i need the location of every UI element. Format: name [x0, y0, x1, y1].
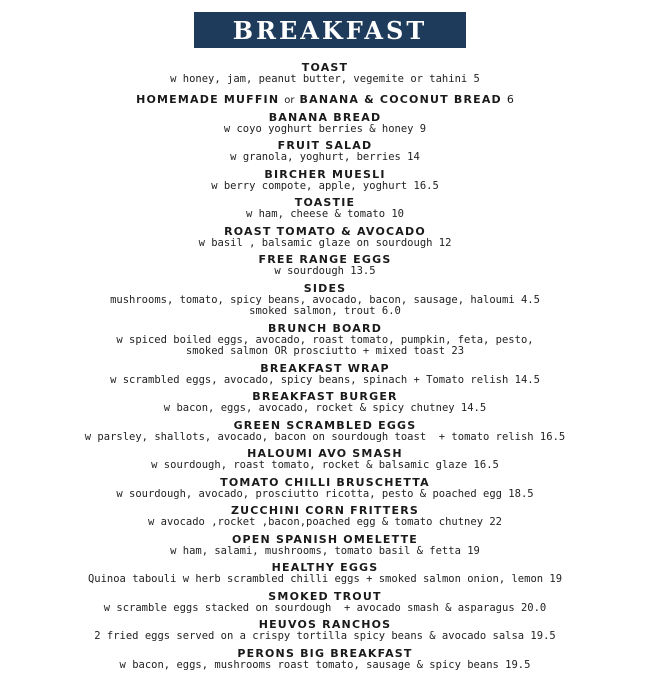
menu-item	[0, 562, 650, 586]
menu-item-description: w ham, cheese & tomato 10	[245, 208, 405, 220]
menu-item-description: w sourdough 13.5	[274, 265, 376, 277]
menu-item-title: SIDES	[303, 281, 347, 295]
menu-item-title: BREAKFAST WRAP	[260, 361, 390, 375]
menu-item-name	[0, 591, 650, 603]
menu-item-description: 2 fried eggs served on a crispy tortilla spicy beans & avocado salsa 19.5	[94, 630, 556, 642]
menu-item-title-alt: BANANA & COCONUT BREAD	[299, 92, 502, 106]
menu-item	[0, 448, 650, 472]
menu-item	[0, 169, 650, 193]
menu-item-name	[0, 477, 650, 489]
menu-item-description: w basil , balsamic glaze on sourdough 12	[198, 236, 452, 249]
menu-item	[0, 591, 650, 615]
menu-item-description: w avocado ,rocket ,bacon,poached egg & tomato chutney 22	[147, 516, 502, 528]
menu-item	[0, 323, 650, 358]
menu-item	[0, 391, 650, 415]
menu-item-title: BANANA BREAD	[268, 110, 382, 124]
menu-item-description: w scramble eggs stacked on sourdough + avocado smash & asparagus 20.0	[103, 601, 547, 614]
menu-items-list	[0, 62, 650, 671]
menu-item-title: HOMEMADE MUFFIN	[136, 92, 280, 106]
menu-item	[0, 226, 650, 250]
menu-item-title: OPEN SPANISH OMELETTE	[231, 532, 419, 546]
menu-item-description: w bacon, eggs, avocado, rocket & spicy chutney 14.5	[163, 402, 487, 414]
menu-item	[0, 140, 650, 164]
menu-item-description: w honey, jam, peanut butter, vegemite or tahini 5	[170, 73, 480, 85]
menu-item-description: w ham, salami, mushrooms, tomato basil & fetta 19	[170, 544, 480, 557]
menu-item-description: w berry compote, apple, yoghurt 16.5	[211, 179, 439, 192]
menu-item	[0, 283, 650, 318]
menu-item	[0, 420, 650, 444]
menu-item-description: w sourdough, avocado, prosciutto ricotta, pesto & poached egg 18.5	[116, 487, 534, 500]
menu-item-name	[0, 112, 650, 124]
menu-item-description: smoked salmon OR prosciutto + mixed toast 23	[185, 345, 465, 357]
menu-item-title: TOASTIE	[294, 196, 356, 209]
menu-item-name	[0, 94, 650, 107]
menu-item-name	[0, 534, 650, 546]
menu-item-name	[0, 648, 650, 660]
menu-item	[0, 62, 650, 86]
menu-item-description: Quinoa tabouli w herb scrambled chilli eggs + smoked salmon onion, lemon 19	[87, 573, 563, 585]
menu-item	[0, 619, 650, 643]
menu-item-title: FREE RANGE EGGS	[258, 253, 392, 266]
menu-item-or: or	[284, 94, 295, 106]
menu-item-description: mushrooms, tomato, spicy beans, avocado, bacon, sausage, haloumi 4.5	[110, 293, 540, 306]
menu-item-name	[0, 323, 650, 335]
menu-item-title: TOAST	[301, 61, 349, 74]
menu-item-title: TOMATO CHILLI BRUSCHETTA	[220, 475, 430, 489]
menu-item-name	[0, 283, 650, 295]
menu-item	[0, 477, 650, 501]
menu-item-title: HEALTHY EGGS	[271, 561, 379, 574]
menu-item-name	[0, 169, 650, 181]
menu-item	[0, 534, 650, 558]
menu-item-name	[0, 226, 650, 238]
menu-item-price: 6	[506, 92, 514, 106]
menu-item-description: w spiced boiled eggs, avocado, roast tomato, pumpkin, feta, pesto,	[116, 333, 534, 346]
menu-item	[0, 197, 650, 221]
menu-item-title: BIRCHER MUESLI	[264, 167, 386, 181]
menu-item	[0, 94, 650, 107]
menu-title-banner: BREAKFAST	[194, 12, 466, 48]
menu-item-description: w granola, yoghurt, berries 14	[230, 151, 420, 163]
menu-item-description: w sourdough, roast tomato, rocket & balsamic glaze 16.5	[151, 459, 499, 471]
menu-item	[0, 254, 650, 278]
menu-item-title: GREEN SCRAMBLED EGGS	[233, 418, 417, 432]
menu-item-name	[0, 363, 650, 375]
menu-item	[0, 648, 650, 672]
menu-item-title: BREAKFAST BURGER	[252, 390, 398, 403]
menu-item-description: w scrambled eggs, avocado, spicy beans, spinach + Tomato relish 14.5	[110, 373, 540, 386]
menu-item-description: w bacon, eggs, mushrooms roast tomato, sausage & spicy beans 19.5	[119, 658, 531, 671]
menu-item-name	[0, 420, 650, 432]
menu-item-title: ROAST TOMATO & AVOCADO	[224, 224, 426, 238]
menu-item-description: smoked salmon, trout 6.0	[249, 305, 401, 317]
menu-item-title: SMOKED TROUT	[268, 589, 382, 603]
menu-item-description: w parsley, shallots, avocado, bacon on sourdough toast + tomato relish 16.5	[84, 430, 566, 443]
menu-item	[0, 505, 650, 529]
menu-item-title: HEUVOS RANCHOS	[258, 618, 392, 631]
menu-item	[0, 112, 650, 136]
menu-item-title: BRUNCH BOARD	[267, 321, 383, 335]
menu-item	[0, 363, 650, 387]
menu-item-title: FRUIT SALAD	[277, 139, 373, 152]
menu-item-title: HALOUMI AVO SMASH	[247, 447, 403, 460]
menu-item-description: w coyo yoghurt berries & honey 9	[223, 122, 427, 135]
menu-item-title: PERONS BIG BREAKFAST	[237, 646, 413, 660]
menu-item-title: ZUCCHINI CORN FRITTERS	[230, 504, 420, 517]
